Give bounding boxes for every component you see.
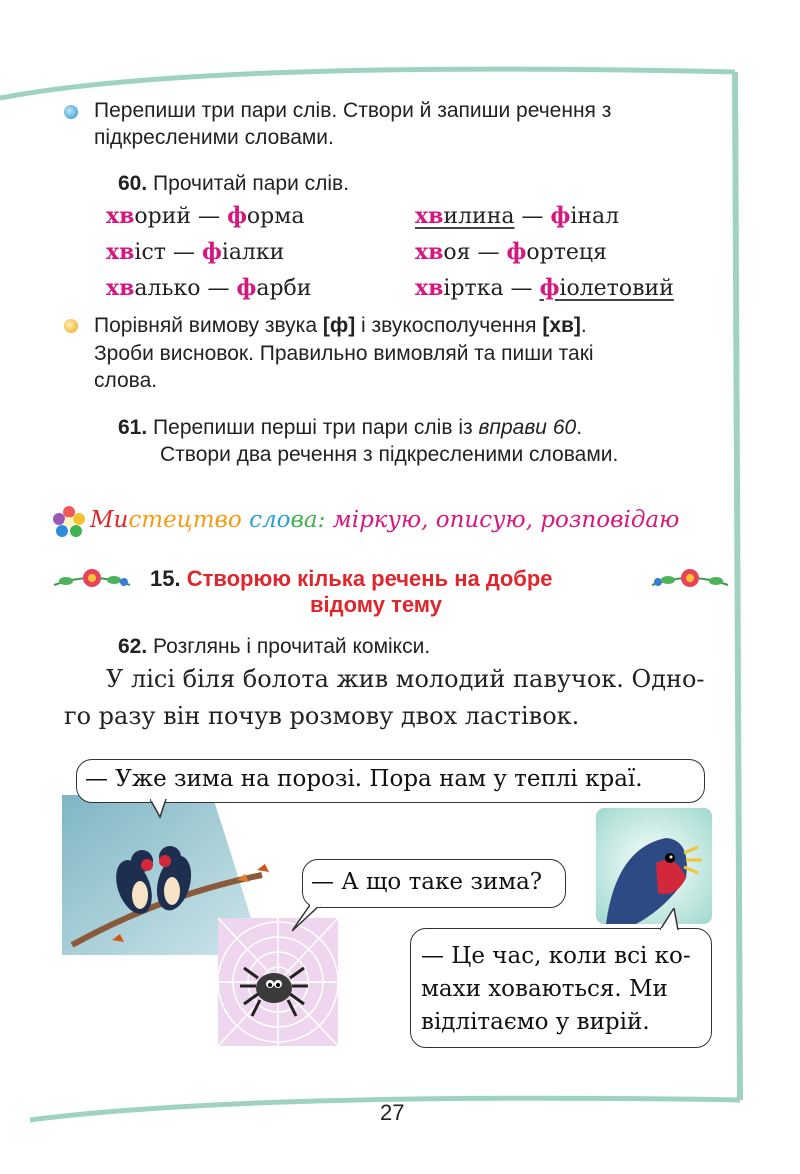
speech-bubble bbox=[410, 928, 712, 1048]
speech-text: махи ховаються. Ми bbox=[421, 976, 668, 1002]
speech-bubble-tail bbox=[292, 905, 322, 933]
story-line1: У лісі біля болота жив молодий павучок. Одно- bbox=[106, 665, 705, 693]
exercise-62: 62. Розглянь і прочитай комікси. bbox=[118, 635, 431, 658]
spider-web-illustration bbox=[218, 918, 338, 1046]
lesson-title-line2: відому тему bbox=[310, 592, 443, 617]
swallow-portrait-illustration bbox=[596, 808, 712, 924]
exercise-text: Прочитай пари слів. bbox=[153, 172, 350, 195]
exercise-61-line2: Створи два речення з підкресленими словами. bbox=[160, 443, 619, 466]
ornament-right-icon bbox=[650, 567, 730, 591]
blue-bullet-icon bbox=[64, 105, 78, 119]
speech-bubble-tail bbox=[150, 799, 170, 819]
task2-line3: слова. bbox=[94, 369, 158, 392]
lesson-title-line1: 15. Створюю кілька речень на добре bbox=[150, 566, 553, 591]
word-pair: хвалько — фарби bbox=[106, 275, 312, 301]
lesson-number: 15. bbox=[150, 566, 181, 591]
orange-bullet-icon bbox=[64, 319, 78, 333]
task1-line2: підкресленими словами. bbox=[94, 126, 334, 149]
exercise-number: 60. bbox=[118, 172, 148, 195]
speech-text: — Це час, коли всі ко- bbox=[421, 943, 691, 969]
speech-text: — Уже зима на порозі. Пора нам у теплі краї. bbox=[85, 766, 643, 792]
word-pair: хвоя — фортеця bbox=[415, 239, 607, 265]
word-pair-underlined: хвилина — фінал bbox=[415, 203, 620, 229]
page-number: 27 bbox=[380, 1100, 405, 1125]
section-title: Мистецтво слова: міркую, описую, розповідаю bbox=[90, 507, 680, 533]
speech-bubble bbox=[76, 759, 705, 803]
word-pair: хворий — форма bbox=[106, 203, 305, 229]
ornament-left-icon bbox=[52, 567, 132, 591]
word-pair-underlined: хвіртка — фіолетовий bbox=[415, 275, 674, 301]
story-line2: го разу він почув розмову двох ластівок. bbox=[64, 702, 580, 730]
exercise-61-line1: 61. Перепиши перші три пари слів із вправи 60. bbox=[118, 416, 583, 439]
word-pair: хвіст — фіалки bbox=[106, 239, 285, 265]
speech-bubble bbox=[302, 859, 566, 908]
speech-text: відлітаємо у вирій. bbox=[421, 1009, 650, 1035]
flower-icon bbox=[52, 505, 86, 539]
exercise-number: 61. bbox=[118, 416, 148, 439]
exercise-number: 62. bbox=[118, 635, 148, 658]
speech-text: — А що таке зима? bbox=[311, 869, 543, 895]
task2-line2: Зроби висновок. Правильно вимовляй та пиши такі bbox=[94, 342, 594, 365]
exercise-60 bbox=[118, 170, 349, 197]
task1-line1: Перепиши три пари слів. Створи й запиши речення з bbox=[94, 99, 612, 122]
task2-line1: Порівняй вимову звука [ф] і звукосполучення [хв]. bbox=[94, 314, 587, 337]
speech-bubble-tail bbox=[660, 908, 686, 930]
